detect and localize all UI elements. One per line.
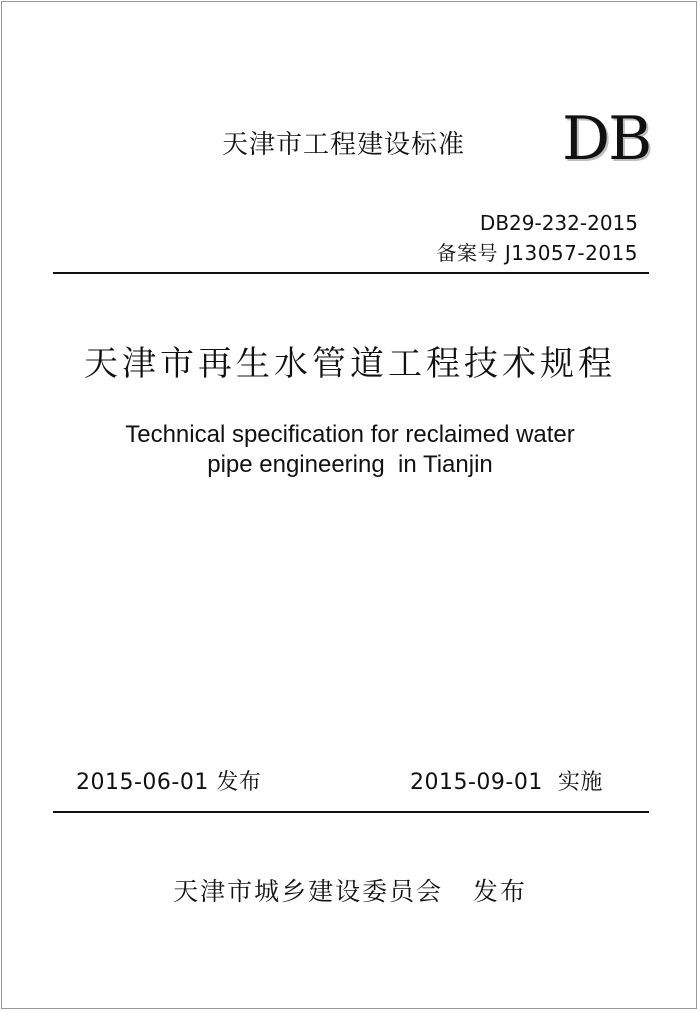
db-logo: DB	[562, 104, 651, 174]
bottom-divider	[53, 811, 649, 813]
document-title-en	[0, 420, 700, 480]
document-title-zh: 天津市再生水管道工程技术规程	[84, 344, 616, 384]
issue-date: 2015-06-01 发布	[76, 770, 262, 795]
top-divider	[53, 272, 649, 274]
effective-date: 2015-09-01 实施	[410, 770, 603, 795]
standard-series-label: 天津市工程建设标准	[222, 130, 466, 160]
title-en-line-2: pipe engineering in Tianjin	[207, 451, 493, 478]
publisher: 天津市城乡建设委员会 发布	[173, 877, 527, 906]
standard-number: DB29-232-2015	[479, 211, 638, 235]
record-number: 备案号 J13057-2015	[436, 241, 638, 265]
title-en-line-1: Technical specification for reclaimed water	[125, 421, 575, 448]
